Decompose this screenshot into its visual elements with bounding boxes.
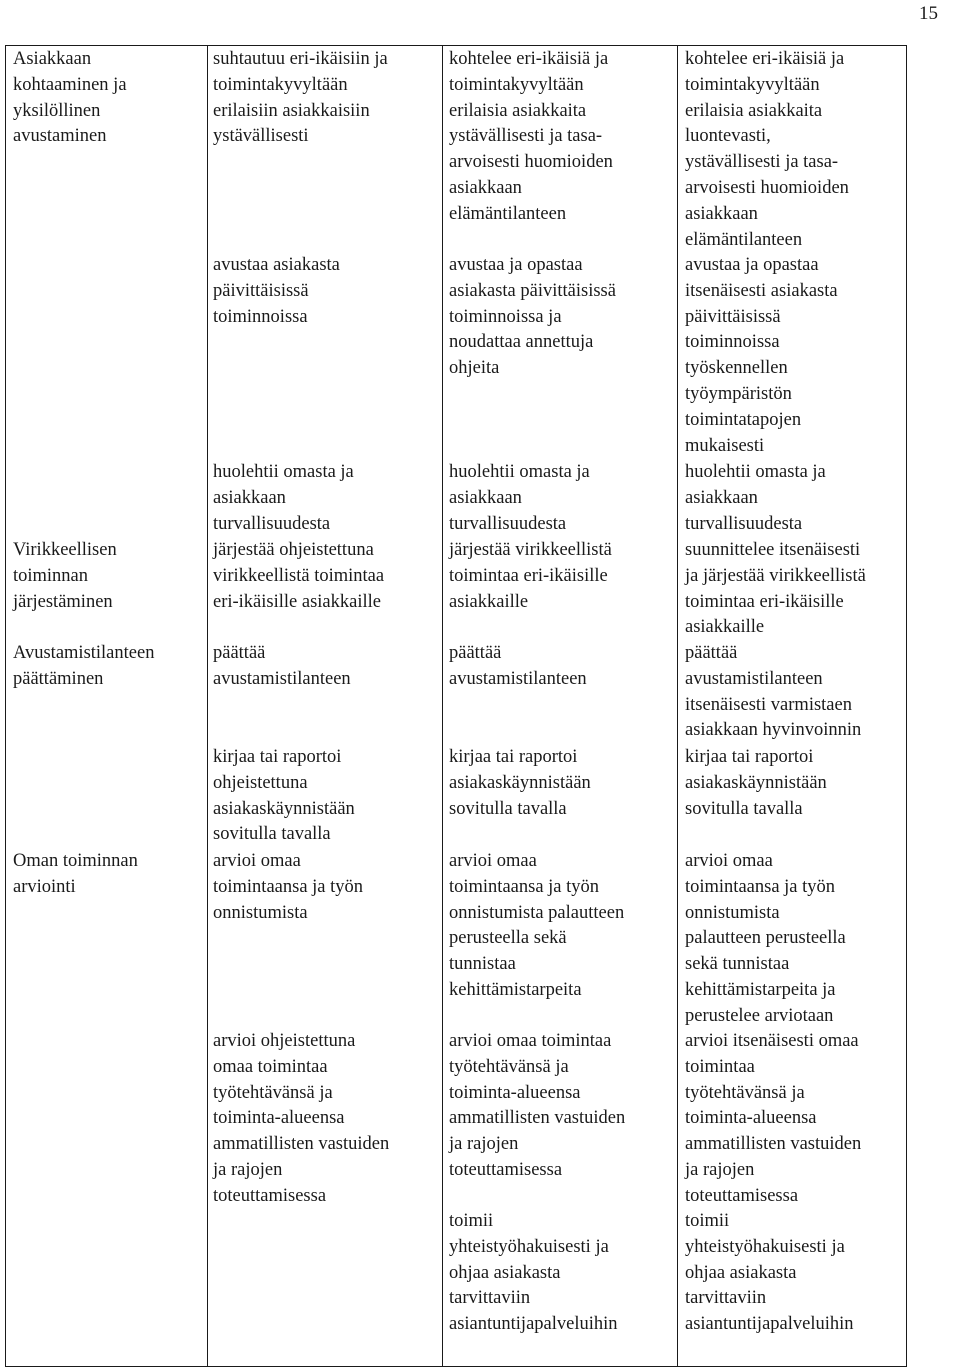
text-line: ohjaa asiakasta <box>685 1262 797 1283</box>
text-line: erilaisia asiakkaita <box>685 100 823 121</box>
text-line: omaa toimintaa <box>213 1056 328 1077</box>
text-line: toteuttamisessa <box>685 1185 799 1206</box>
text-line: ystävällisesti <box>213 126 309 147</box>
text-line: ammatillisten vastuiden <box>213 1134 390 1155</box>
text-line: yhteistyöhakuisesti ja <box>449 1236 609 1257</box>
text-line: itsenäisesti varmistaen <box>685 694 852 715</box>
text-line: toimintaa eri-ikäisille <box>449 565 608 586</box>
text-line: päivittäisissä <box>213 280 309 301</box>
text-line: ystävällisesti ja tasa- <box>685 152 839 173</box>
criteria-cell <box>449 460 590 537</box>
criteria-cell <box>449 253 616 382</box>
text-line: sovitulla tavalla <box>213 824 331 845</box>
criteria-cell <box>449 641 587 693</box>
criteria-cell <box>685 641 861 744</box>
text-line: asiakkaille <box>685 617 765 638</box>
text-line: arvoisesti huomioiden <box>685 177 849 198</box>
text-line: toimintatapojen <box>685 409 802 430</box>
text-line: toimintaansa ja työn <box>213 876 364 897</box>
text-line: elämäntilanteen <box>449 203 567 224</box>
area-label <box>13 641 154 693</box>
text-line: kirjaa tai raportoi <box>213 747 342 767</box>
text-line: luontevasti, <box>685 126 771 147</box>
text-line: kehittämistarpeita ja <box>685 979 836 1000</box>
text-line: arvioi omaa toimintaa <box>449 1031 612 1051</box>
text-line: päättää <box>685 643 738 663</box>
text-line: toimintaansa ja työn <box>685 876 836 897</box>
criteria-cell <box>449 745 591 822</box>
text-line: tarvittaviin <box>449 1288 531 1309</box>
text-line: kohtelee eri-ikäisiä ja <box>449 49 609 69</box>
text-line: asiakkaan <box>213 487 286 508</box>
text-line: sovitulla tavalla <box>449 798 567 819</box>
text-line: ja rajojen <box>213 1159 283 1180</box>
criteria-cell <box>213 1029 389 1210</box>
text-line: eri-ikäisille asiakkaille <box>213 591 381 612</box>
criteria-cell <box>213 849 363 926</box>
text-line: työtehtävänsä ja <box>213 1082 333 1103</box>
text-line: Asiakkaan <box>13 49 92 69</box>
text-line: toimintakyvyltään <box>685 74 820 95</box>
text-line: kehittämistarpeita <box>449 979 582 1000</box>
criteria-cell <box>213 538 384 615</box>
text-line: yksilöllinen <box>13 100 101 121</box>
area-label <box>13 849 138 901</box>
text-line: perusteella sekä <box>449 928 567 949</box>
text-line: ystävällisesti ja tasa- <box>449 126 603 147</box>
text-line: toiminnoissa <box>213 306 308 327</box>
criteria-cell <box>213 47 388 150</box>
text-line: asiakkaan <box>685 487 758 508</box>
text-line: toimii <box>449 1211 494 1231</box>
text-line: arviointi <box>13 876 76 897</box>
text-line: huolehtii omasta ja <box>685 462 826 482</box>
text-line: onnistumista <box>685 902 780 923</box>
text-line: perustelee arviotaan <box>685 1005 834 1026</box>
criteria-cell <box>449 1209 618 1338</box>
text-line: virikkeellistä toimintaa <box>213 565 385 586</box>
text-line: asiantuntijapalveluihin <box>685 1314 854 1335</box>
text-line: toimintaansa ja työn <box>449 876 600 897</box>
text-line: huolehtii omasta ja <box>449 462 590 482</box>
criteria-cell <box>685 253 838 459</box>
text-line: päättää <box>213 643 266 663</box>
text-line: asiantuntijapalveluihin <box>449 1314 618 1335</box>
text-line: asiakkaan <box>449 177 522 198</box>
column-divider <box>207 46 208 1366</box>
criteria-cell <box>213 460 354 537</box>
text-line: asiakaskäynnistään <box>685 772 827 793</box>
text-line: mukaisesti <box>685 435 765 456</box>
text-line: yhteistyöhakuisesti ja <box>685 1236 845 1257</box>
text-line: toimii <box>685 1211 730 1231</box>
text-line: työympäristön <box>685 383 792 404</box>
text-line: itsenäisesti asiakasta <box>685 280 838 301</box>
text-line: kirjaa tai raportoi <box>685 747 814 767</box>
criteria-cell <box>685 1209 854 1338</box>
text-line: ammatillisten vastuiden <box>685 1134 862 1155</box>
criteria-cell <box>449 47 613 228</box>
area-label <box>13 538 117 615</box>
text-line: turvallisuudesta <box>213 513 331 534</box>
text-line: avustaminen <box>13 126 107 147</box>
text-line: turvallisuudesta <box>685 513 803 534</box>
text-line: toiminta-alueensa <box>449 1082 581 1103</box>
text-line: Virikkeellisen <box>13 540 117 560</box>
criteria-cell <box>213 745 355 848</box>
text-line: järjestää virikkeellistä <box>449 540 612 560</box>
text-line: arvioi itsenäisesti omaa <box>685 1031 859 1051</box>
text-line: onnistumista palautteen <box>449 902 625 923</box>
text-line: arvioi omaa <box>449 851 537 871</box>
text-line: ja rajojen <box>449 1134 519 1155</box>
text-line: asiakkaan <box>449 487 522 508</box>
text-line: ohjeita <box>449 358 500 379</box>
text-line: toiminnoissa <box>685 332 780 353</box>
text-line: Avustamistilanteen <box>13 643 155 663</box>
text-line: kohtaaminen ja <box>13 74 127 95</box>
text-line: avustaa asiakasta <box>213 255 340 275</box>
text-line: arvioi omaa <box>213 851 301 871</box>
text-line: päättää <box>449 643 502 663</box>
criteria-cell <box>449 1029 625 1184</box>
text-line: onnistumista <box>213 902 308 923</box>
text-line: avustamistilanteen <box>213 668 351 689</box>
page-number: 15 <box>919 3 938 24</box>
criteria-cell <box>449 538 612 615</box>
text-line: tarvittaviin <box>685 1288 767 1309</box>
text-line: arvioi ohjeistettuna <box>213 1031 356 1051</box>
text-line: turvallisuudesta <box>449 513 567 534</box>
text-line: toiminta-alueensa <box>213 1108 345 1129</box>
text-line: järjestäminen <box>13 591 113 612</box>
text-line: järjestää ohjeistettuna <box>213 540 374 560</box>
text-line: päivittäisissä <box>685 306 781 327</box>
text-line: asiakkaan <box>685 203 758 224</box>
column-divider <box>677 46 678 1366</box>
criteria-cell <box>213 641 351 693</box>
text-line: työtehtävänsä ja <box>685 1082 805 1103</box>
text-line: huolehtii omasta ja <box>213 462 354 482</box>
text-line: ohjaa asiakasta <box>449 1262 561 1283</box>
text-line: avustaa ja opastaa <box>685 255 819 275</box>
text-line: sovitulla tavalla <box>685 798 803 819</box>
text-line: Oman toiminnan <box>13 851 138 871</box>
text-line: kohtelee eri-ikäisiä ja <box>685 49 845 69</box>
text-line: toimintaa <box>685 1056 755 1077</box>
area-label <box>13 47 127 150</box>
text-line: avustamistilanteen <box>685 668 823 689</box>
text-line: asiakaskäynnistään <box>213 798 355 819</box>
criteria-cell <box>685 1029 861 1210</box>
text-line: erilaisia asiakkaita <box>449 100 587 121</box>
criteria-cell <box>449 849 624 1004</box>
text-line: avustaa ja opastaa <box>449 255 583 275</box>
text-line: suunnittelee itsenäisesti <box>685 540 861 560</box>
text-line: arvoisesti huomioiden <box>449 152 613 173</box>
column-divider <box>442 46 443 1366</box>
text-line: ja järjestää virikkeellistä <box>685 565 866 586</box>
text-line: asiakasta päivittäisissä <box>449 280 616 301</box>
text-line: suhtautuu eri-ikäisiin ja <box>213 49 388 69</box>
text-line: avustamistilanteen <box>449 668 587 689</box>
text-line: toimintakyvyltään <box>449 74 584 95</box>
criteria-cell <box>213 253 340 330</box>
text-line: työtehtävänsä ja <box>449 1056 569 1077</box>
text-line: toiminnan <box>13 565 89 586</box>
text-line: työskennellen <box>685 358 788 379</box>
text-line: toteuttamisessa <box>213 1185 327 1206</box>
text-line: asiakkaille <box>449 591 529 612</box>
text-line: toimintakyvyltään <box>213 74 348 95</box>
text-line: tunnistaa <box>449 954 516 975</box>
text-line: erilaisiin asiakkaisiin <box>213 100 370 121</box>
text-line: noudattaa annettuja <box>449 332 594 353</box>
criteria-cell <box>685 460 826 537</box>
criteria-cell <box>685 538 866 641</box>
text-line: päättäminen <box>13 668 104 689</box>
text-line: toiminta-alueensa <box>685 1108 817 1129</box>
text-line: elämäntilanteen <box>685 229 803 250</box>
text-line: ja rajojen <box>685 1159 755 1180</box>
text-line: palautteen perusteella <box>685 928 846 949</box>
text-line: arvioi omaa <box>685 851 773 871</box>
criteria-cell <box>685 745 827 822</box>
criteria-cell <box>685 47 849 253</box>
text-line: asiakaskäynnistään <box>449 772 591 793</box>
text-line: toiminnoissa ja <box>449 306 562 327</box>
criteria-cell <box>685 849 846 1030</box>
text-line: ohjeistettuna <box>213 772 308 793</box>
text-line: toimintaa eri-ikäisille <box>685 591 844 612</box>
text-line: toteuttamisessa <box>449 1159 563 1180</box>
text-line: sekä tunnistaa <box>685 954 790 975</box>
text-line: asiakkaan hyvinvoinnin <box>685 720 862 741</box>
text-line: ammatillisten vastuiden <box>449 1108 626 1129</box>
text-line: kirjaa tai raportoi <box>449 747 578 767</box>
